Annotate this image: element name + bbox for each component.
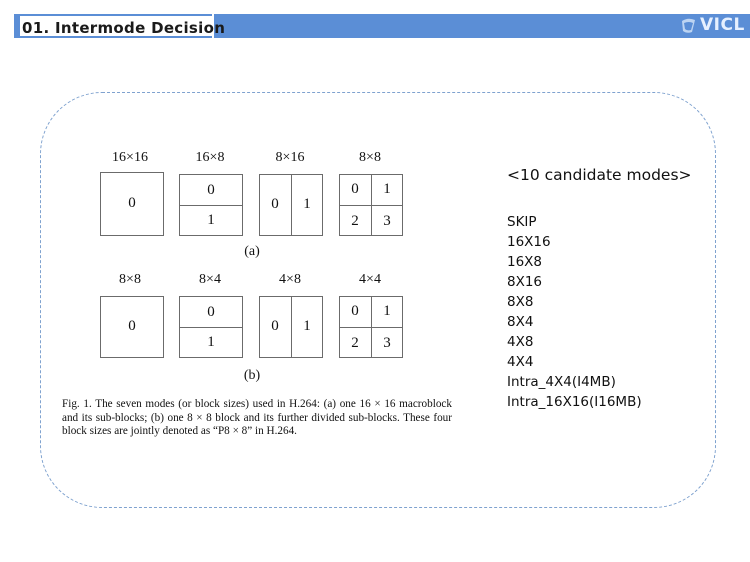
sublabel-b: (b) (243, 368, 261, 383)
mode-item: 4X8 (507, 334, 534, 350)
logo-text: VICL (700, 15, 745, 35)
cell-8x16-0: 0 (271, 196, 279, 212)
cell-4x4-0: 0 (351, 303, 359, 319)
mode-item: 8X8 (507, 294, 534, 310)
cell-4x4-2: 2 (351, 335, 359, 351)
divider-h (179, 205, 243, 206)
cell-16x8-0: 0 (207, 182, 215, 198)
label-8x8-a: 8×8 (359, 150, 381, 165)
label-4x8: 4×8 (279, 272, 301, 287)
sublabel-a: (a) (244, 244, 260, 259)
mode-item: Intra_16X16(I16MB) (507, 394, 642, 410)
mode-item: 16X16 (507, 234, 551, 250)
cell-quad-a-3: 3 (383, 213, 391, 229)
header-bar (214, 14, 750, 38)
caption-text: Fig. 1. The seven modes (or block sizes) used in H.264: (a) one 16 × 16 macroblock and its sub-blocks; (b) one 8 × 8 block and its further divided sub-blocks. These four block sizes are jointly denoted as “P8 × 8” in H.264. (62, 398, 452, 437)
cell-16x8-1: 1 (207, 212, 215, 228)
cell-16x16-0: 0 (128, 195, 136, 211)
mode-item: Intra_4X4(I4MB) (507, 374, 616, 390)
modes-list (507, 212, 642, 412)
mode-item: 4X4 (507, 354, 534, 370)
mode-item: SKIP (507, 214, 537, 230)
mode-item: 16X8 (507, 254, 543, 270)
modes-title: <10 candidate modes> (507, 166, 692, 184)
cell-8x16-1: 1 (303, 196, 311, 212)
label-4x4: 4×4 (359, 272, 381, 287)
cell-8x4-0: 0 (207, 304, 215, 320)
page-title: 01. Intermode Decision (22, 19, 226, 37)
cell-quad-a-1: 1 (383, 181, 391, 197)
cell-quad-a-0: 0 (351, 181, 359, 197)
label-8x16: 8×16 (275, 150, 305, 165)
figure-caption (62, 398, 452, 439)
mode-item: 8X4 (507, 314, 534, 330)
mode-item: 8X16 (507, 274, 543, 290)
cell-quad-a-2: 2 (351, 213, 359, 229)
label-8x4: 8×4 (199, 272, 221, 287)
cell-4x4-1: 1 (383, 303, 391, 319)
label-8x8-b: 8×8 (119, 272, 141, 287)
label-16x8: 16×8 (195, 150, 225, 165)
divider-h (179, 327, 243, 328)
cell-8x8-b-0: 0 (128, 318, 136, 334)
cell-4x4-3: 3 (383, 335, 391, 351)
header-tab-stripe (16, 16, 20, 36)
cell-4x8-1: 1 (303, 318, 311, 334)
label-16x16: 16×16 (112, 150, 148, 165)
cell-4x8-0: 0 (271, 318, 279, 334)
cell-8x4-1: 1 (207, 334, 215, 350)
